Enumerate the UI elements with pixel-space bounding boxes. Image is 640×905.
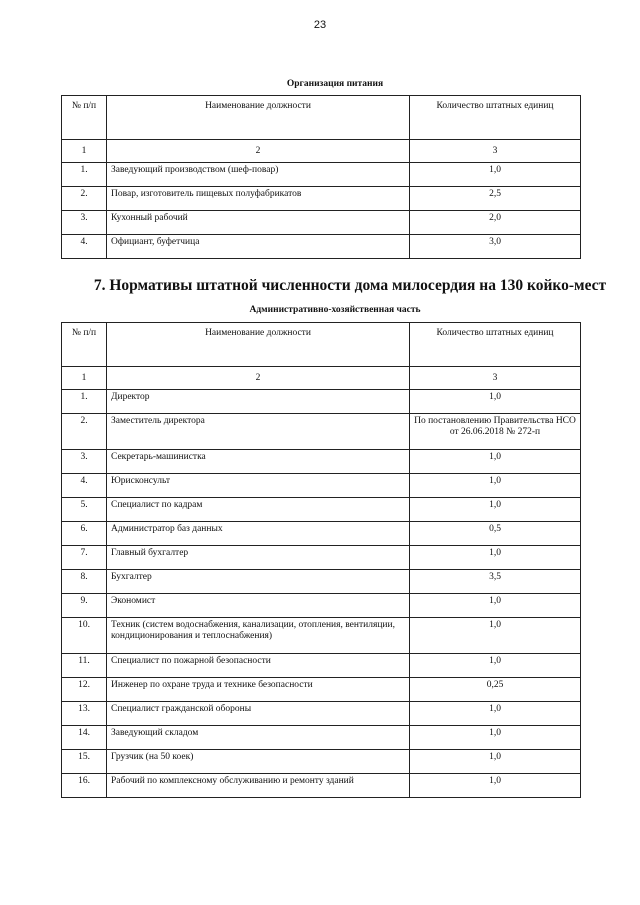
table-row bbox=[62, 654, 581, 678]
header-quantity: Количество штатных единиц bbox=[410, 96, 581, 140]
table-row bbox=[62, 546, 581, 570]
staff-quantity: 1,0 bbox=[410, 546, 581, 570]
position-name: Заместитель директора bbox=[107, 414, 410, 450]
table-row bbox=[62, 187, 581, 211]
staff-quantity: 1,0 bbox=[410, 163, 581, 187]
row-number: 14. bbox=[62, 726, 107, 750]
staff-quantity: 2,0 bbox=[410, 211, 581, 235]
table-row bbox=[62, 414, 581, 450]
col-number-1: 1 bbox=[62, 367, 107, 390]
staff-quantity: 1,0 bbox=[410, 702, 581, 726]
table-row bbox=[62, 618, 581, 654]
row-number: 10. bbox=[62, 618, 107, 654]
position-name: Рабочий по комплексному обслуживанию и ремонту зданий bbox=[107, 774, 410, 798]
col-number-3: 3 bbox=[410, 140, 581, 163]
row-number: 1. bbox=[62, 163, 107, 187]
row-number: 15. bbox=[62, 750, 107, 774]
row-number: 11. bbox=[62, 654, 107, 678]
table-header-row bbox=[62, 96, 581, 140]
header-position: Наименование должности bbox=[107, 96, 410, 140]
staff-quantity: 1,0 bbox=[410, 450, 581, 474]
position-name: Заведующий производством (шеф-повар) bbox=[107, 163, 410, 187]
row-number: 2. bbox=[62, 187, 107, 211]
position-name: Заведующий складом bbox=[107, 726, 410, 750]
position-name: Администратор баз данных bbox=[107, 522, 410, 546]
table-row bbox=[62, 390, 581, 414]
catering-staff-table bbox=[61, 95, 581, 259]
position-name: Директор bbox=[107, 390, 410, 414]
table1-caption: Организация питания bbox=[286, 79, 384, 89]
table-row bbox=[62, 163, 581, 187]
staff-quantity: 0,5 bbox=[410, 522, 581, 546]
table-row bbox=[62, 774, 581, 798]
position-name: Главный бухгалтер bbox=[107, 546, 410, 570]
position-name: Официант, буфетчица bbox=[107, 235, 410, 259]
col-number-1: 1 bbox=[62, 140, 107, 163]
column-number-row bbox=[62, 140, 581, 163]
table-row bbox=[62, 702, 581, 726]
header-number: № п/п bbox=[62, 96, 107, 140]
header-position: Наименование должности bbox=[107, 323, 410, 367]
row-number: 16. bbox=[62, 774, 107, 798]
position-name: Техник (систем водоснабжения, канализации, отопления, вентиляции, кондиционирования и теплоснабжения) bbox=[107, 618, 410, 654]
position-name: Инженер по охране труда и технике безопасности bbox=[107, 678, 410, 702]
table-row bbox=[62, 235, 581, 259]
position-name: Юрисконсульт bbox=[107, 474, 410, 498]
row-number: 5. bbox=[62, 498, 107, 522]
table2-body bbox=[62, 390, 581, 798]
column-number-row bbox=[62, 367, 581, 390]
row-number: 8. bbox=[62, 570, 107, 594]
row-number: 4. bbox=[62, 474, 107, 498]
position-name: Кухонный рабочий bbox=[107, 211, 410, 235]
position-name: Специалист по кадрам bbox=[107, 498, 410, 522]
staff-quantity: 3,5 bbox=[410, 570, 581, 594]
position-name: Грузчик (на 50 коек) bbox=[107, 750, 410, 774]
row-number: 9. bbox=[62, 594, 107, 618]
staff-quantity: 1,0 bbox=[410, 618, 581, 654]
position-name: Экономист bbox=[107, 594, 410, 618]
staff-quantity: 1,0 bbox=[410, 750, 581, 774]
row-number: 13. bbox=[62, 702, 107, 726]
staff-quantity: 2,5 bbox=[410, 187, 581, 211]
staff-quantity: 0,25 bbox=[410, 678, 581, 702]
staff-quantity: 1,0 bbox=[410, 774, 581, 798]
table-row bbox=[62, 594, 581, 618]
staff-quantity: 1,0 bbox=[410, 390, 581, 414]
row-number: 6. bbox=[62, 522, 107, 546]
staff-quantity: 1,0 bbox=[410, 654, 581, 678]
table-row bbox=[62, 678, 581, 702]
col-number-3: 3 bbox=[410, 367, 581, 390]
staff-quantity: 1,0 bbox=[410, 726, 581, 750]
table1-body bbox=[62, 163, 581, 259]
row-number: 1. bbox=[62, 390, 107, 414]
col-number-2: 2 bbox=[107, 140, 410, 163]
staff-quantity: 1,0 bbox=[410, 498, 581, 522]
staff-quantity: 3,0 bbox=[410, 235, 581, 259]
row-number: 3. bbox=[62, 450, 107, 474]
position-name: Специалист гражданской обороны bbox=[107, 702, 410, 726]
header-number: № п/п bbox=[62, 323, 107, 367]
row-number: 3. bbox=[62, 211, 107, 235]
row-number: 2. bbox=[62, 414, 107, 450]
table2-caption: Административно-хозяйственная часть bbox=[249, 305, 421, 315]
table-header-row bbox=[62, 323, 581, 367]
row-number: 7. bbox=[62, 546, 107, 570]
staff-quantity: 1,0 bbox=[410, 594, 581, 618]
position-name: Секретарь-машинистка bbox=[107, 450, 410, 474]
table-row bbox=[62, 498, 581, 522]
table-row bbox=[62, 211, 581, 235]
row-number: 12. bbox=[62, 678, 107, 702]
header-quantity: Количество штатных единиц bbox=[410, 323, 581, 367]
table-row bbox=[62, 450, 581, 474]
position-name: Бухгалтер bbox=[107, 570, 410, 594]
position-name: Специалист по пожарной безопасности bbox=[107, 654, 410, 678]
table-row bbox=[62, 750, 581, 774]
table-row bbox=[62, 474, 581, 498]
section-heading: 7. Нормативы штатной численности дома милосердия на 130 койко-мест bbox=[93, 277, 607, 294]
admin-staff-table bbox=[61, 322, 581, 798]
table-row bbox=[62, 570, 581, 594]
staff-quantity: 1,0 bbox=[410, 474, 581, 498]
col-number-2: 2 bbox=[107, 367, 410, 390]
staff-quantity: По постановлению Правительства НСО от 26.06.2018 № 272-п bbox=[410, 414, 581, 450]
page-number: 23 bbox=[313, 19, 327, 31]
row-number: 4. bbox=[62, 235, 107, 259]
position-name: Повар, изготовитель пищевых полуфабрикатов bbox=[107, 187, 410, 211]
table-row bbox=[62, 522, 581, 546]
table-row bbox=[62, 726, 581, 750]
